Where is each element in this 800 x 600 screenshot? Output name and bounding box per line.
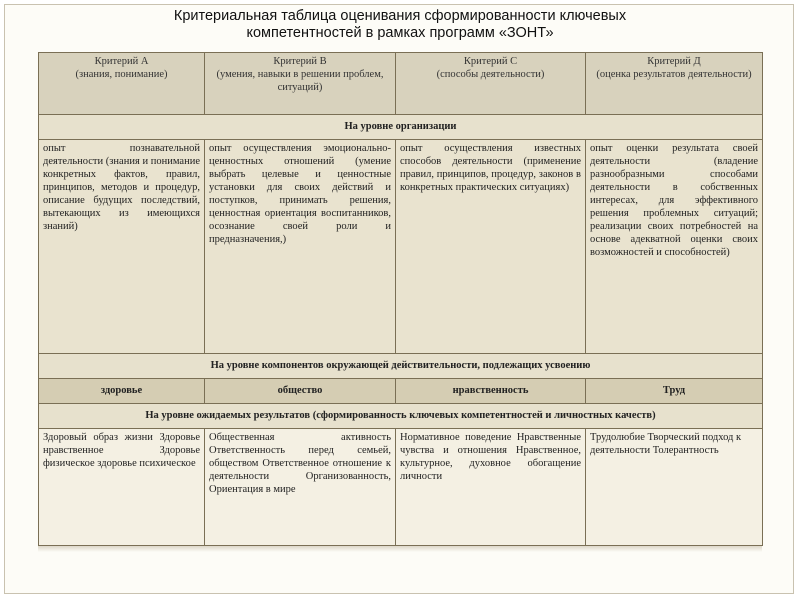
header-row xyxy=(39,53,763,115)
title-line-2: компетентностей в рамках программ «ЗОНТ» xyxy=(246,25,554,41)
header-desc: (способы деятельности) xyxy=(436,69,545,80)
org-cell-b: опыт осуществления эмоционально-ценностных отношений (умение выбрать целевые и ценностные установки для своих действий и поступков, принимать решения, ценностная ориентация воспитанников, осознание своей роли и предназначения,) xyxy=(205,139,396,353)
component-health: здоровье xyxy=(39,378,205,404)
section-row-results xyxy=(39,404,763,428)
header-desc: (оценка результатов деятельности) xyxy=(596,69,752,80)
header-cell-b xyxy=(205,53,396,115)
org-cell-d: опыт оценки результата своей деятельности (владение разнообразными способами деятельности в собственных интересах, для эффективного решения проблемных ситуаций; реализации своих потребностей на основе адекватной оценки своих возможностей и способностей) xyxy=(586,139,763,353)
components-row xyxy=(39,378,763,404)
header-name: Критерий А xyxy=(94,56,149,67)
result-cell-health: Здоровый образ жизни Здоровье нравственное Здоровье физическое здоровье психическое xyxy=(39,428,205,545)
component-morality: нравственность xyxy=(396,378,586,404)
org-cell-a: опыт познавательной деятельности (знания и понимание конкретных фактов, правил, принципов, методов и процедур, описание будущих последствий, вытекающих из имеющихся знаний) xyxy=(39,139,205,353)
organization-row xyxy=(39,139,763,353)
table-shadow xyxy=(38,546,762,552)
result-cell-labor: Трудолюбие Творческий подход к деятельности Толерантность xyxy=(586,428,763,545)
header-cell-d xyxy=(586,53,763,115)
component-society: общество xyxy=(205,378,396,404)
header-name: Критерий Д xyxy=(647,56,701,67)
header-name: Критерий С xyxy=(463,56,518,67)
section-row-organization xyxy=(39,115,763,139)
title-line-1: Критериальная таблица оценивания сформированности ключевых xyxy=(173,8,627,24)
result-cell-morality: Нормативное поведение Нравственные чувства и отношения Нравственное, культурное, духовное обогащение личности xyxy=(396,428,586,545)
result-cell-society: Общественная активность Ответственность перед семьей, обществом Ответственное отношение к деятельности Организованность, Ориентация в мире xyxy=(205,428,396,545)
component-labor: Труд xyxy=(586,378,763,404)
section-title: На уровне компонентов окружающей действительности, подлежащих усвоению xyxy=(39,354,763,378)
header-cell-c xyxy=(396,53,586,115)
results-row xyxy=(39,428,763,545)
section-row-components xyxy=(39,354,763,378)
org-cell-c: опыт осуществления известных способов деятельности (применение правил, принципов, процедур, законов в конкретных практических ситуациях) xyxy=(396,139,586,353)
header-desc: (умения, навыки в решении проблем, ситуаций) xyxy=(216,69,384,93)
page-title xyxy=(120,8,680,42)
criteria-table xyxy=(38,52,763,546)
header-desc: (знания, понимание) xyxy=(75,69,168,80)
header-cell-a xyxy=(39,53,205,115)
section-title: На уровне ожидаемых результатов (сформированность ключевых компетентностей и личностных качеств) xyxy=(39,404,763,428)
header-name: Критерий В xyxy=(273,56,327,67)
section-title: На уровне организации xyxy=(39,115,763,139)
